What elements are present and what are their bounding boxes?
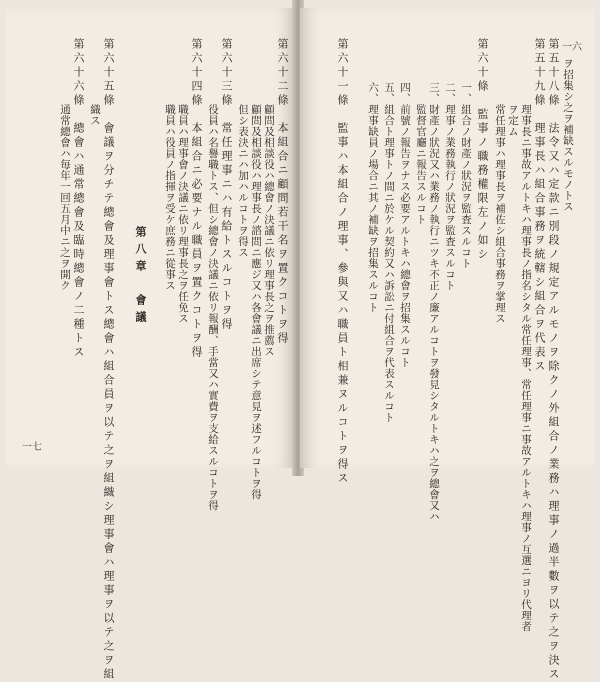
- text-line: 五、組合ト理事トノ間ニ於ケル契約又ハ訴訟ニ付組合ヲ代表スルコト: [383, 38, 395, 423]
- text-line: 織ス: [89, 38, 101, 126]
- right-page-number: 一六: [562, 42, 582, 53]
- text-line: 二、理事ノ業務執行ノ狀況ヲ監査スルコト: [444, 38, 456, 291]
- text-line: 通常總會ハ毎年一回五月中ニ之ヲ開ク: [59, 38, 71, 291]
- text-line: 役員ハ名譽職トス、但シ總會ノ決議ニ依リ報酬、手當又ハ實費ヲ支給スルコトヲ得: [207, 38, 219, 511]
- text-line: 第六十五條 會議ヲ分チテ總會及理事會トス總會ハ組合員ヲ以テ之ヲ組織シ理事會ハ理事ヲ以テ之ヲ組: [102, 38, 115, 682]
- text-line: 顧問及相談役ハ總會ノ決議ニ依リ理事長之ヲ推薦ス: [263, 38, 275, 357]
- text-line: ヲ定ム: [507, 38, 519, 137]
- chapter-heading: 第八章 會議: [134, 158, 147, 328]
- text-line: 六、理事缺員ノ場合ニ其ノ補缺ヲ招集スルコト: [367, 38, 379, 313]
- text-line: 顧問及相談役ハ理事長ノ諮問ニ應ジ又ハ各會議ニ出席シテ意見ヲ述フルコトヲ得: [250, 38, 262, 500]
- left-page: [6, 8, 294, 682]
- text-line: 第五十九條 理事長ハ組合事務ヲ統轄シ組合ヲ代表ス: [533, 38, 546, 374]
- text-line: 常任理事ハ理事長ヲ補佐シ組合事務ヲ掌理ス: [494, 38, 506, 324]
- text-line: 但シ表決ニハ加ハルコトヲ得ス: [237, 38, 249, 258]
- text-line: 三、財產ノ狀況又ハ業務ノ執行ニツキ不正ノ廉アルコトヲ發見シタルトキハ之ヲ總會又ハ: [428, 38, 440, 522]
- text-line: 四、前號ノ報告ヲナス必要アルトキハ總會ヲ招集スルコト: [399, 38, 411, 368]
- text-line: 第六十三條 常任理事ニハ有給トスルコトヲ得: [220, 38, 233, 332]
- text-line: 一、組合ノ財產ノ狀況ヲ監査スルコト: [460, 38, 472, 269]
- right-page: [300, 8, 594, 682]
- text-line: 第六十二條 本組合ニ顧問若干名ヲ置クコトヲ得: [276, 38, 289, 346]
- text-line: 職員ハ役員ノ指揮ヲ受ケ庶務ニ從事ス: [164, 38, 176, 291]
- text-line: ヲ招集シ之ヲ補缺スルモノトス: [562, 58, 574, 212]
- text-line: 理事長ニ事故アルトキハ理事長ノ指名シタル常任理事、常任理事ニ事故アルトキハ理事ノ互選ニヨリ代理者: [520, 38, 532, 632]
- text-line: 第六十四條 本組合ニ必要ナル職員ヲ置クコトヲ得: [190, 38, 203, 360]
- text-line: 第六十條 監事ノ職務權限左ノ如シ: [476, 38, 489, 262]
- text-line: 第五十八條 法令又ハ定款ニ別段ノ規定アルモノヲ除クノ外組合ノ業務ハ理事ノ過半數ヲ以テ之ヲ決ス: [547, 38, 560, 682]
- text-line: 監督官廳ニ報告スルコト: [415, 38, 427, 225]
- left-page-number: 一七: [22, 442, 42, 453]
- text-line: 職員ハ理事會ノ決議ニ依リ理事長之ヲ任免ス: [177, 38, 189, 324]
- text-line: 第六十六條 總會ハ通常總會及臨時總會ノ二種トス: [72, 38, 85, 360]
- text-line: 第六十一條 監事ハ本組合ノ理事、參與又ハ職員ト相兼ヌルコトヲ得ス: [336, 38, 349, 486]
